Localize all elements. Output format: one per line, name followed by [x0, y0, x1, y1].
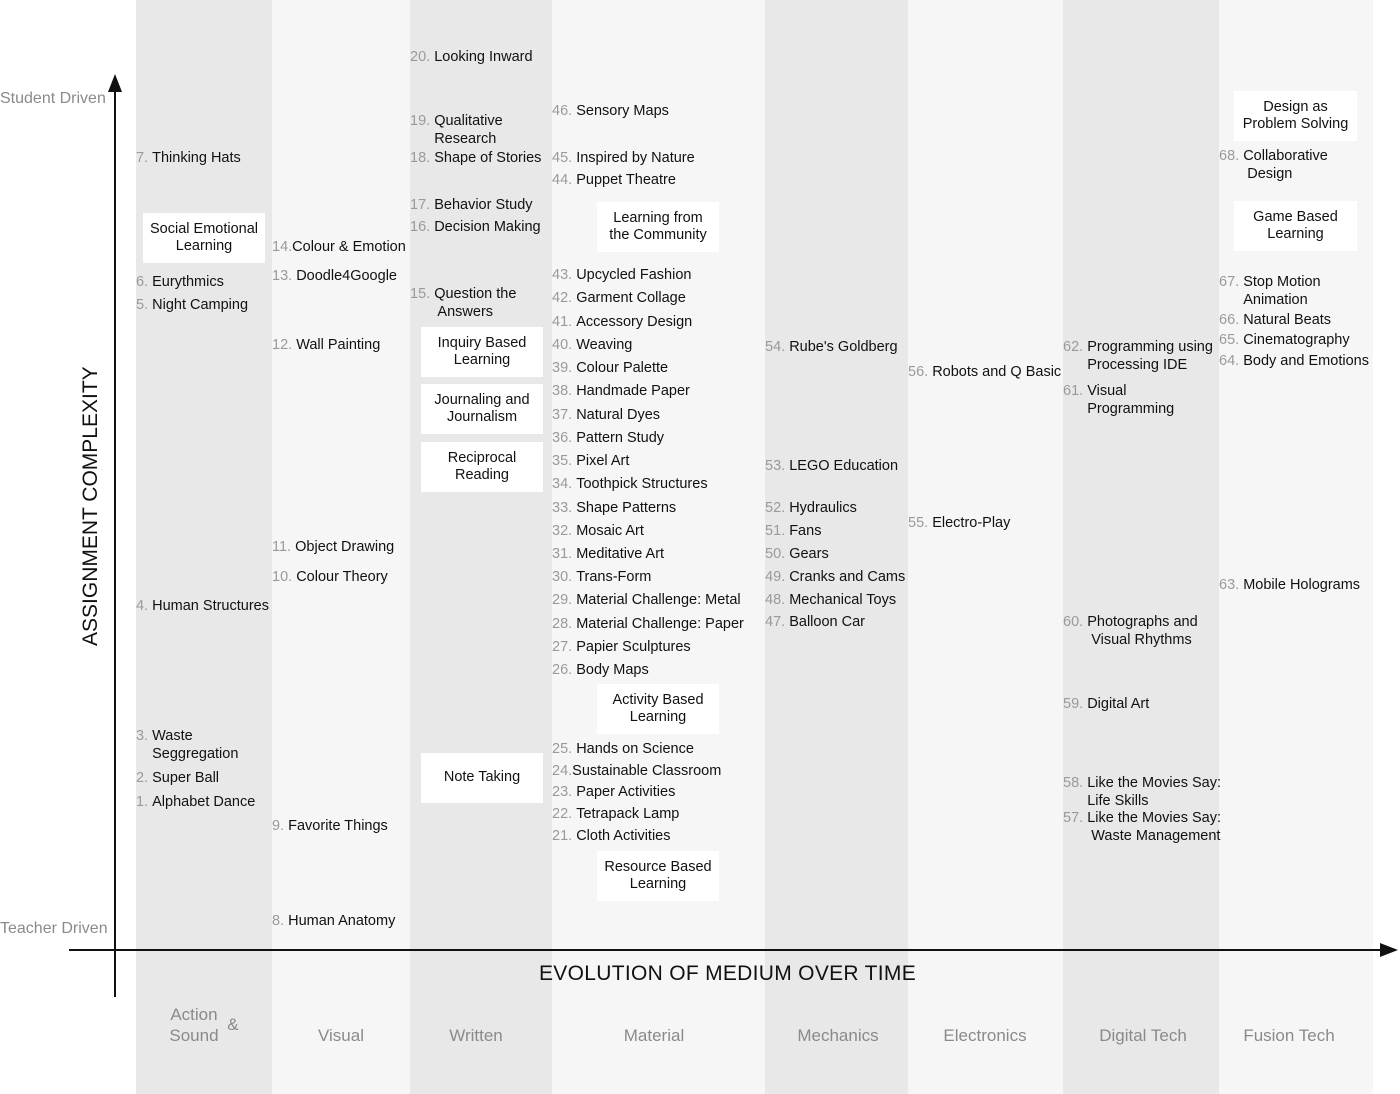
activity-item: 21. Cloth Activities	[552, 828, 671, 844]
activity-item: 44. Puppet Theatre	[552, 172, 676, 188]
activity-item: 40. Weaving	[552, 337, 633, 353]
activity-item: 55. Electro-Play	[908, 515, 1011, 531]
activity-item: 4. Human Structures	[136, 598, 269, 614]
activity-item: 18. Shape of Stories	[410, 150, 542, 166]
activity-item: 52. Hydraulics	[765, 500, 857, 516]
activity-item: 8. Human Anatomy	[272, 913, 396, 929]
activity-item: 13. Doodle4Google	[272, 268, 397, 284]
category-box-resource-based-learning: Resource Based Learning	[597, 851, 719, 901]
column-label-action-sound	[136, 1004, 272, 1046]
activity-item: 14.Colour & Emotion	[272, 239, 406, 255]
activity-item: 64. Body and Emotions	[1219, 353, 1369, 369]
y-axis-arrowhead	[108, 74, 122, 92]
category-box-note-taking: Note Taking	[421, 753, 543, 803]
activity-item: 19. Qualitative Research	[410, 113, 503, 147]
column-label-ampersand: &	[227, 1015, 239, 1034]
activity-item: 11. Object Drawing	[272, 539, 395, 555]
activity-item: 41. Accessory Design	[552, 314, 693, 330]
column-label-visual: Visual	[318, 1026, 364, 1045]
activity-item: 25. Hands on Science	[552, 741, 694, 757]
activity-item: 33. Shape Patterns	[552, 500, 677, 516]
activity-item: 7. Thinking Hats	[136, 150, 241, 166]
activity-item: 54. Rube's Goldberg	[765, 339, 898, 355]
activity-item: 49. Cranks and Cams	[765, 569, 906, 585]
column-label-mechanics: Mechanics	[797, 1026, 879, 1045]
activity-item: 59. Digital Art	[1063, 696, 1150, 712]
activity-item: 6. Eurythmics	[136, 274, 224, 290]
activity-item: 39. Colour Palette	[552, 360, 669, 376]
activity-item: 50. Gears	[765, 546, 829, 562]
activity-item: 43. Upcycled Fashion	[552, 267, 692, 283]
activity-item: 17. Behavior Study	[410, 197, 533, 213]
activity-item: 65. Cinematography	[1219, 332, 1350, 348]
activity-item: 66. Natural Beats	[1219, 312, 1332, 328]
activity-item: 62. Programming using Processing IDE	[1063, 339, 1213, 373]
activity-item: 31. Meditative Art	[552, 546, 665, 562]
activity-item: 29. Material Challenge: Metal	[552, 592, 741, 608]
activity-item: 68. Collaborative Design	[1219, 148, 1328, 182]
activity-item: 26. Body Maps	[552, 662, 649, 678]
category-box-inquiry-based-learning: Inquiry Based Learning	[421, 327, 543, 377]
activity-item: 57. Like the Movies Say: Waste Management	[1063, 810, 1221, 844]
category-box-design-as-problem-solving: Design as Problem Solving	[1234, 91, 1357, 141]
column-label-action: Action	[170, 1005, 218, 1024]
activity-item: 46. Sensory Maps	[552, 103, 669, 119]
activity-item: 5. Night Camping	[136, 297, 249, 313]
activity-item: 47. Balloon Car	[765, 614, 865, 630]
x-axis-title: EVOLUTION OF MEDIUM OVER TIME	[539, 962, 917, 985]
activity-item: 27. Papier Sculptures	[552, 639, 691, 655]
activity-item: 34. Toothpick Structures	[552, 476, 708, 492]
activity-item: 36. Pattern Study	[552, 430, 665, 446]
column-label-digital-tech: Digital Tech	[1099, 1026, 1187, 1045]
activity-item: 67. Stop Motion Animation	[1219, 274, 1321, 308]
activity-item: 53. LEGO Education	[765, 458, 899, 474]
y-axis-bottom-label: Teacher Driven	[0, 920, 108, 937]
activity-item: 56. Robots and Q Basic	[908, 364, 1062, 380]
activity-item: 22. Tetrapack Lamp	[552, 806, 680, 822]
activity-item: 10. Colour Theory	[272, 569, 388, 585]
column-label-sound: Sound	[169, 1026, 219, 1045]
activity-item: 37. Natural Dyes	[552, 407, 661, 423]
activity-item: 61. Visual Programming	[1063, 383, 1175, 417]
category-box-social-emotional-learning: Social Emotional Learning	[143, 213, 265, 263]
category-box-journaling-and-journalism: Journaling and Journalism	[421, 384, 543, 434]
column-label-material: Material	[623, 1026, 685, 1045]
activity-item: 48. Mechanical Toys	[765, 592, 897, 608]
activity-item: 60. Photographs and Visual Rhythms	[1063, 614, 1198, 648]
activity-item: 38. Handmade Paper	[552, 383, 690, 399]
activity-item: 20. Looking Inward	[410, 49, 533, 65]
activity-item: 42. Garment Collage	[552, 290, 686, 306]
activity-item: 15. Question the Answers	[410, 286, 517, 320]
category-box-activity-based-learning: Activity Based Learning	[597, 684, 719, 734]
y-axis-title: ASSIGNMENT COMPLEXITY	[79, 366, 102, 646]
activity-item: 12. Wall Painting	[272, 337, 381, 353]
activity-item: 2. Super Ball	[136, 770, 220, 786]
activity-item: 16. Decision Making	[410, 219, 541, 235]
activity-item: 9. Favorite Things	[272, 818, 388, 834]
activity-item: 35. Pixel Art	[552, 453, 630, 469]
activity-item: 30. Trans-Form	[552, 569, 652, 585]
activity-item: 45. Inspired by Nature	[552, 150, 695, 166]
activity-item: 23. Paper Activities	[552, 784, 676, 800]
x-axis-arrowhead	[1380, 943, 1398, 957]
y-axis-top-label: Student Driven	[0, 90, 106, 107]
activity-item: 1. Alphabet Dance	[136, 794, 256, 810]
activity-item: 63. Mobile Holograms	[1219, 577, 1361, 593]
category-box-learning-from-the-community: Learning from the Community	[597, 202, 719, 252]
activity-item: 58. Like the Movies Say: Life Skills	[1063, 775, 1221, 809]
category-box-reciprocal-reading: Reciprocal Reading	[421, 442, 543, 492]
activity-item: 24.Sustainable Classroom	[552, 763, 722, 779]
column-label-fusion-tech: Fusion Tech	[1243, 1026, 1335, 1045]
activity-item: 51. Fans	[765, 523, 822, 539]
activity-item: 28. Material Challenge: Paper	[552, 616, 744, 632]
column-label-written: Written	[449, 1026, 503, 1045]
activity-item: 32. Mosaic Art	[552, 523, 644, 539]
column-label-electronics: Electronics	[943, 1026, 1027, 1045]
activity-item: 3. Waste Seggregation	[136, 728, 239, 762]
category-box-game-based-learning: Game Based Learning	[1234, 201, 1357, 251]
